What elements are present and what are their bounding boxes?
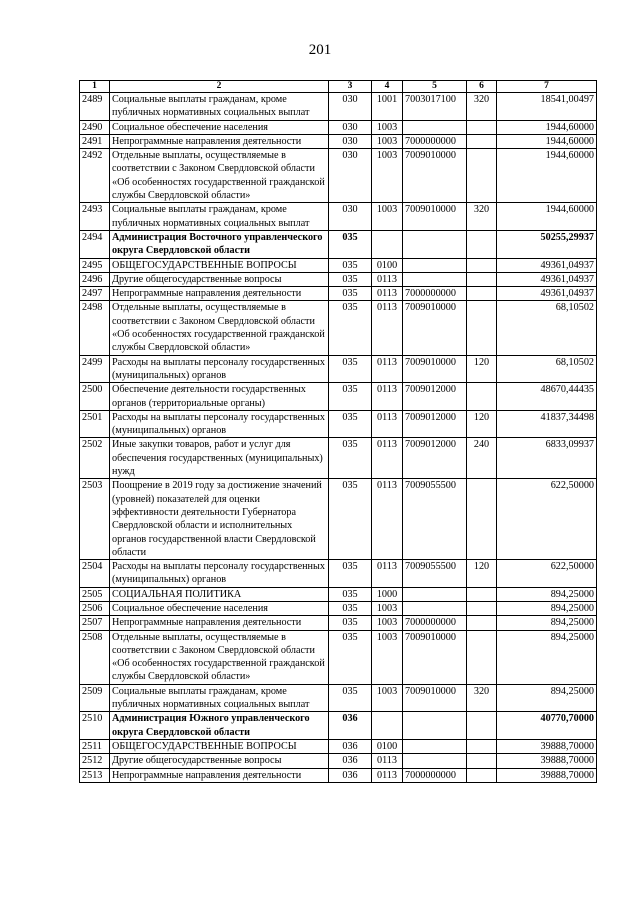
expense-type-code <box>467 754 497 768</box>
row-amount: 894,25000 <box>497 616 597 630</box>
section-code: 0100 <box>372 258 403 272</box>
row-amount: 894,25000 <box>497 601 597 615</box>
row-number: 2496 <box>80 272 110 286</box>
table-row <box>80 630 597 684</box>
row-number: 2511 <box>80 739 110 753</box>
row-name: Социальные выплаты гражданам, кроме публичных нормативных социальных выплат <box>110 203 329 231</box>
target-article-code <box>403 120 467 134</box>
admin-code: 030 <box>329 120 372 134</box>
row-number: 2494 <box>80 230 110 258</box>
row-amount: 50255,29937 <box>497 230 597 258</box>
expense-type-code: 120 <box>467 355 497 383</box>
row-number: 2509 <box>80 684 110 712</box>
row-amount: 894,25000 <box>497 630 597 684</box>
section-code: 0100 <box>372 739 403 753</box>
row-amount: 68,10502 <box>497 355 597 383</box>
admin-code: 030 <box>329 134 372 148</box>
expense-type-code <box>467 258 497 272</box>
target-article-code: 7009010000 <box>403 301 467 355</box>
section-code: 1003 <box>372 120 403 134</box>
target-article-code <box>403 601 467 615</box>
target-article-code: 7009010000 <box>403 203 467 231</box>
admin-code: 030 <box>329 93 372 121</box>
expense-type-code: 120 <box>467 410 497 438</box>
row-number: 2508 <box>80 630 110 684</box>
section-code: 0113 <box>372 287 403 301</box>
admin-code: 035 <box>329 601 372 615</box>
section-code: 0113 <box>372 768 403 782</box>
admin-code: 035 <box>329 410 372 438</box>
row-number: 2512 <box>80 754 110 768</box>
section-code: 1003 <box>372 601 403 615</box>
row-name: ОБЩЕГОСУДАРСТВЕННЫЕ ВОПРОСЫ <box>110 739 329 753</box>
table-row <box>80 712 597 740</box>
row-number: 2504 <box>80 560 110 588</box>
row-name: Социальное обеспечение населения <box>110 601 329 615</box>
row-amount: 1944,60000 <box>497 134 597 148</box>
row-amount: 622,50000 <box>497 560 597 588</box>
target-article-code: 7009010000 <box>403 149 467 203</box>
row-number: 2510 <box>80 712 110 740</box>
section-code: 1000 <box>372 587 403 601</box>
row-name: ОБЩЕГОСУДАРСТВЕННЫЕ ВОПРОСЫ <box>110 258 329 272</box>
table-row <box>80 410 597 438</box>
expense-type-code: 320 <box>467 684 497 712</box>
row-name: Социальное обеспечение населения <box>110 120 329 134</box>
row-name: Непрограммные направления деятельности <box>110 134 329 148</box>
expense-type-code <box>467 739 497 753</box>
admin-code: 035 <box>329 383 372 411</box>
expense-type-code: 120 <box>467 560 497 588</box>
expense-type-code <box>467 601 497 615</box>
target-article-code: 7009010000 <box>403 684 467 712</box>
target-article-code: 7009055500 <box>403 479 467 560</box>
row-number: 2505 <box>80 587 110 601</box>
row-number: 2491 <box>80 134 110 148</box>
row-number: 2502 <box>80 438 110 479</box>
table-row <box>80 287 597 301</box>
target-article-code: 7009012000 <box>403 438 467 479</box>
section-code: 1001 <box>372 93 403 121</box>
row-number: 2497 <box>80 287 110 301</box>
row-name: Социальные выплаты гражданам, кроме публичных нормативных социальных выплат <box>110 93 329 121</box>
table-row <box>80 754 597 768</box>
section-code <box>372 230 403 258</box>
section-code: 0113 <box>372 383 403 411</box>
row-amount: 894,25000 <box>497 684 597 712</box>
target-article-code: 7009012000 <box>403 383 467 411</box>
target-article-code: 7000000000 <box>403 768 467 782</box>
target-article-code <box>403 739 467 753</box>
table-row <box>80 587 597 601</box>
row-name: СОЦИАЛЬНАЯ ПОЛИТИКА <box>110 587 329 601</box>
expense-type-code: 320 <box>467 203 497 231</box>
table-row <box>80 616 597 630</box>
target-article-code <box>403 712 467 740</box>
table-row <box>80 120 597 134</box>
target-article-code <box>403 258 467 272</box>
row-amount: 6833,09937 <box>497 438 597 479</box>
row-number: 2513 <box>80 768 110 782</box>
target-article-code <box>403 587 467 601</box>
row-name: Непрограммные направления деятельности <box>110 287 329 301</box>
row-amount: 894,25000 <box>497 587 597 601</box>
table-row <box>80 479 597 560</box>
target-article-code: 7003017100 <box>403 93 467 121</box>
expense-type-code <box>467 134 497 148</box>
budget-table <box>79 80 597 783</box>
row-number: 2499 <box>80 355 110 383</box>
section-code: 0113 <box>372 410 403 438</box>
column-header: 1 <box>80 81 110 93</box>
row-amount: 1944,60000 <box>497 203 597 231</box>
expense-type-code: 320 <box>467 93 497 121</box>
admin-code: 030 <box>329 203 372 231</box>
section-code: 0113 <box>372 301 403 355</box>
table-row <box>80 355 597 383</box>
section-code: 0113 <box>372 272 403 286</box>
admin-code: 035 <box>329 258 372 272</box>
admin-code: 035 <box>329 301 372 355</box>
target-article-code <box>403 272 467 286</box>
row-name: Отдельные выплаты, осуществляемые в соответствии с Законом Свердловской области «Об особенностях государственной гражданской службы Свердловской области» <box>110 149 329 203</box>
row-name: Другие общегосударственные вопросы <box>110 754 329 768</box>
row-amount: 49361,04937 <box>497 272 597 286</box>
section-code: 1003 <box>372 134 403 148</box>
row-number: 2498 <box>80 301 110 355</box>
table-row <box>80 134 597 148</box>
expense-type-code <box>467 230 497 258</box>
admin-code: 036 <box>329 754 372 768</box>
table-row <box>80 230 597 258</box>
admin-code: 035 <box>329 272 372 286</box>
row-amount: 39888,70000 <box>497 768 597 782</box>
row-number: 2492 <box>80 149 110 203</box>
expense-type-code: 240 <box>467 438 497 479</box>
expense-type-code <box>467 587 497 601</box>
expense-type-code <box>467 287 497 301</box>
table-row <box>80 383 597 411</box>
expense-type-code <box>467 120 497 134</box>
row-number: 2507 <box>80 616 110 630</box>
row-number: 2506 <box>80 601 110 615</box>
column-header: 5 <box>403 81 467 93</box>
expense-type-code <box>467 479 497 560</box>
row-name: Администрация Южного управленческого округа Свердловской области <box>110 712 329 740</box>
admin-code: 035 <box>329 230 372 258</box>
column-header: 6 <box>467 81 497 93</box>
row-number: 2500 <box>80 383 110 411</box>
section-code: 1003 <box>372 616 403 630</box>
expense-type-code <box>467 383 497 411</box>
row-name: Отдельные выплаты, осуществляемые в соответствии с Законом Свердловской области «Об особенностях государственной гражданской службы Свердловской области» <box>110 630 329 684</box>
row-amount: 39888,70000 <box>497 754 597 768</box>
section-code: 0113 <box>372 438 403 479</box>
row-name: Непрограммные направления деятельности <box>110 616 329 630</box>
row-name: Администрация Восточного управленческого округа Свердловской области <box>110 230 329 258</box>
column-header: 7 <box>497 81 597 93</box>
admin-code: 035 <box>329 355 372 383</box>
row-amount: 68,10502 <box>497 301 597 355</box>
row-amount: 18541,00497 <box>497 93 597 121</box>
row-name: Расходы на выплаты персоналу государственных (муниципальных) органов <box>110 560 329 588</box>
column-header: 3 <box>329 81 372 93</box>
section-code: 0113 <box>372 355 403 383</box>
row-name: Обеспечение деятельности государственных органов (территориальные органы) <box>110 383 329 411</box>
table-row <box>80 301 597 355</box>
admin-code: 035 <box>329 616 372 630</box>
table-row <box>80 203 597 231</box>
admin-code: 035 <box>329 287 372 301</box>
row-number: 2493 <box>80 203 110 231</box>
admin-code: 036 <box>329 712 372 740</box>
table-row <box>80 438 597 479</box>
column-header: 4 <box>372 81 403 93</box>
row-amount: 48670,44435 <box>497 383 597 411</box>
table-row <box>80 560 597 588</box>
expense-type-code <box>467 712 497 740</box>
expense-type-code <box>467 149 497 203</box>
row-name: Другие общегосударственные вопросы <box>110 272 329 286</box>
table-row <box>80 149 597 203</box>
row-name: Социальные выплаты гражданам, кроме публичных нормативных социальных выплат <box>110 684 329 712</box>
admin-code: 036 <box>329 768 372 782</box>
row-amount: 1944,60000 <box>497 149 597 203</box>
section-code: 1003 <box>372 684 403 712</box>
row-number: 2495 <box>80 258 110 272</box>
section-code: 0113 <box>372 479 403 560</box>
table-row <box>80 272 597 286</box>
section-code: 1003 <box>372 203 403 231</box>
target-article-code: 7009012000 <box>403 410 467 438</box>
expense-type-code <box>467 272 497 286</box>
row-name: Расходы на выплаты персоналу государственных (муниципальных) органов <box>110 355 329 383</box>
row-amount: 622,50000 <box>497 479 597 560</box>
section-code: 1003 <box>372 149 403 203</box>
row-amount: 49361,04937 <box>497 287 597 301</box>
admin-code: 035 <box>329 479 372 560</box>
row-name: Расходы на выплаты персоналу государственных (муниципальных) органов <box>110 410 329 438</box>
table-row <box>80 93 597 121</box>
admin-code: 035 <box>329 438 372 479</box>
table-row <box>80 684 597 712</box>
section-code: 0113 <box>372 560 403 588</box>
admin-code: 035 <box>329 684 372 712</box>
target-article-code: 7000000000 <box>403 616 467 630</box>
row-name: Поощрение в 2019 году за достижение значений (уровней) показателей для оценки эффективности деятельности Губернатора Свердловской области и исполнительных органов государственной власти Свердловской области <box>110 479 329 560</box>
target-article-code: 7009010000 <box>403 630 467 684</box>
row-number: 2501 <box>80 410 110 438</box>
target-article-code: 7009010000 <box>403 355 467 383</box>
expense-type-code <box>467 630 497 684</box>
expense-type-code <box>467 768 497 782</box>
admin-code: 030 <box>329 149 372 203</box>
row-name: Непрограммные направления деятельности <box>110 768 329 782</box>
admin-code: 035 <box>329 560 372 588</box>
row-name: Иные закупки товаров, работ и услуг для обеспечения государственных (муниципальных) нужд <box>110 438 329 479</box>
target-article-code: 7000000000 <box>403 287 467 301</box>
table-header-row <box>80 81 597 93</box>
section-code: 1003 <box>372 630 403 684</box>
expense-type-code <box>467 301 497 355</box>
row-number: 2489 <box>80 93 110 121</box>
page-number: 201 <box>308 42 332 58</box>
table-row <box>80 601 597 615</box>
table-row <box>80 768 597 782</box>
row-amount: 41837,34498 <box>497 410 597 438</box>
section-code: 0113 <box>372 754 403 768</box>
target-article-code <box>403 230 467 258</box>
admin-code: 035 <box>329 630 372 684</box>
target-article-code <box>403 754 467 768</box>
target-article-code: 7009055500 <box>403 560 467 588</box>
column-header: 2 <box>110 81 329 93</box>
row-number: 2503 <box>80 479 110 560</box>
row-number: 2490 <box>80 120 110 134</box>
row-amount: 1944,60000 <box>497 120 597 134</box>
target-article-code: 7000000000 <box>403 134 467 148</box>
section-code <box>372 712 403 740</box>
row-amount: 40770,70000 <box>497 712 597 740</box>
admin-code: 035 <box>329 587 372 601</box>
row-name: Отдельные выплаты, осуществляемые в соответствии с Законом Свердловской области «Об особенностях государственной гражданской службы Свердловской области» <box>110 301 329 355</box>
table-row <box>80 258 597 272</box>
expense-type-code <box>467 616 497 630</box>
row-amount: 49361,04937 <box>497 258 597 272</box>
admin-code: 036 <box>329 739 372 753</box>
row-amount: 39888,70000 <box>497 739 597 753</box>
table-row <box>80 739 597 753</box>
